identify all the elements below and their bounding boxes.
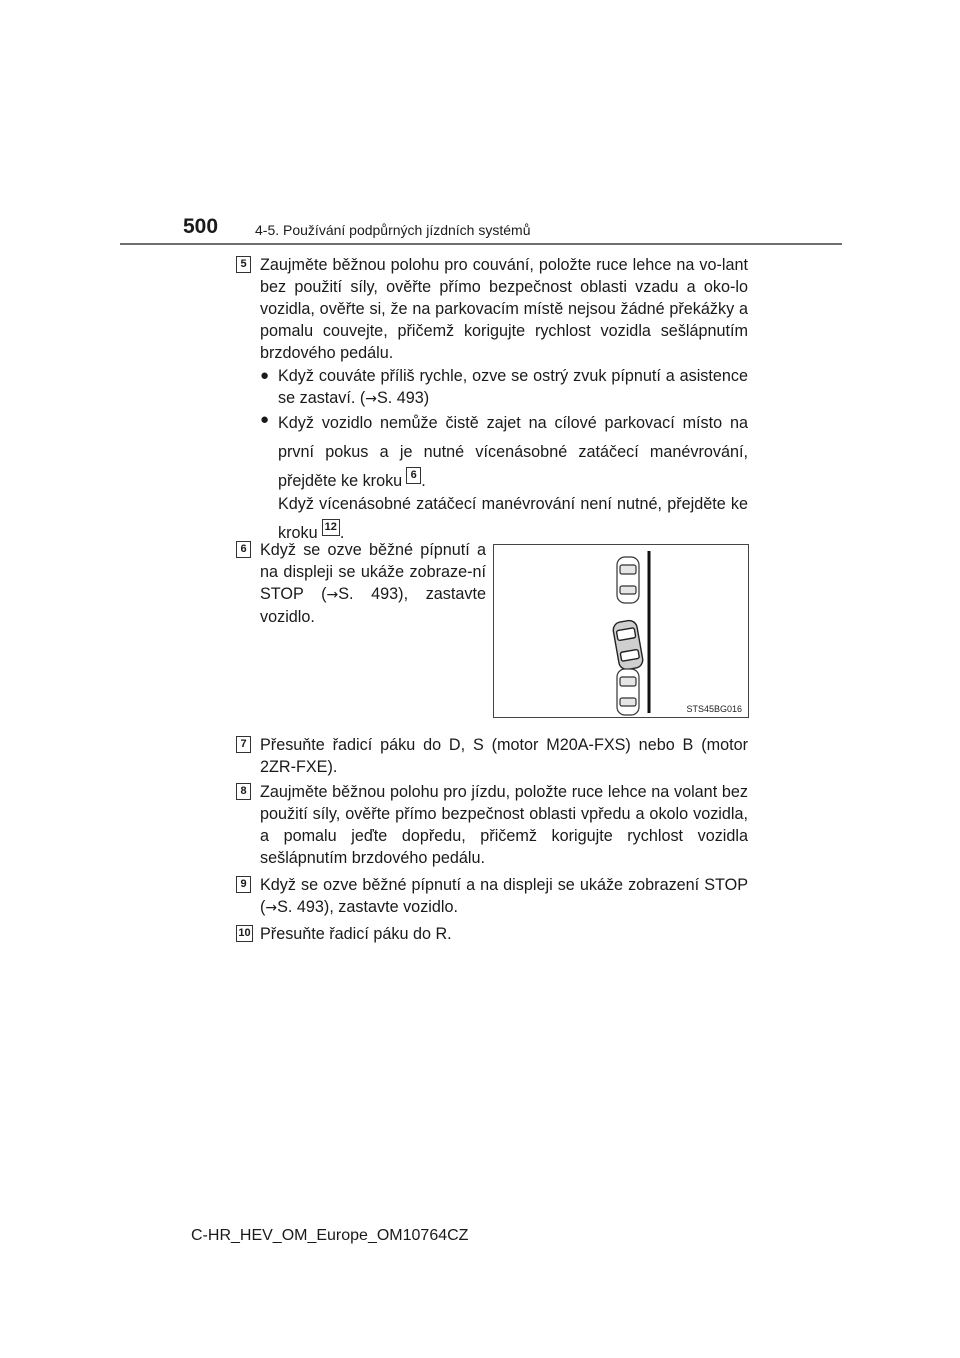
step-5-text: Zaujměte běžnou polohu pro couvání, položte ruce lehce na vo-lant bez použití síly, ověřte přímo bezpečnost oblasti vzadu a oko-lo vozidla, ověřte si, že na parkovacím místě nejsou žádné překážky a pomalu couvejte, přičemž korigujte rychlost vozidla sešlápnutím brzdového pedálu. <box>260 256 748 362</box>
figure-code: STS45BG016 <box>686 704 742 714</box>
bullet-icon: ● <box>260 367 270 384</box>
page-number: 500 <box>183 215 219 238</box>
step-badge-7: 7 <box>236 736 251 753</box>
step-badge-5: 5 <box>236 256 251 273</box>
bullet-icon: ● <box>260 411 270 428</box>
bullet-maneuver-text: Když vozidlo nemůže čistě zajet na cílové parkovací místo na první pokus a je nutné vícenásobné zatáčecí manévrování, přejděte ke kroku <box>278 414 748 490</box>
parked-car-front-icon <box>617 557 639 603</box>
step-10-text: Přesuňte řadicí páku do R. <box>260 925 452 943</box>
step-7-text: Přesuňte řadicí páku do D, S (motor M20A-FXS) nebo B (motor 2ZR-FXE). <box>260 736 748 776</box>
section-title: 4-5. Používání podpůrných jízdních systémů <box>255 222 531 238</box>
step-5-bullet-maneuver <box>260 409 748 548</box>
step-6-text <box>260 539 486 628</box>
step-5-bullet-speed <box>260 365 748 410</box>
period: . <box>339 524 345 542</box>
step-ref-badge-6: 6 <box>406 467 421 484</box>
document-id: C-HR_HEV_OM_Europe_OM10764CZ <box>191 1227 469 1244</box>
step-6-text-a: Když se ozve běžné pípnutí a na displeji se ukáže zobraze-ní STOP ( <box>260 541 486 603</box>
step-8-text: Zaujměte běžnou polohu pro jízdu, položte ruce lehce na volant bez použití síly, ověřte přímo bezpečnost oblasti vpředu a okolo vozidla, a pomalu jeďte dopředu, přičemž korigujte rychlost vozidla sešlápnutím brzdového pedálu. <box>260 783 748 867</box>
bullet-maneuver-alt-text: Když vícenásobné zatáčecí manévrování není nutné, přejděte ke kroku <box>278 495 748 542</box>
period: . <box>421 472 426 490</box>
step-9-text <box>260 874 748 919</box>
parked-car-rear-icon <box>617 669 639 715</box>
own-car-icon <box>612 619 644 670</box>
step-ref-badge-12: 12 <box>322 519 340 536</box>
step-9-text-a: Když se ozve běžné pípnutí a na displeji se ukáže zobrazení STOP ( <box>260 876 748 916</box>
step-6-text-b: S. 493), zastavte vozidlo. <box>260 585 486 626</box>
step-badge-9: 9 <box>236 876 251 893</box>
parking-diagram <box>494 545 748 717</box>
arrow-right-icon: → <box>265 900 278 916</box>
header-divider <box>120 243 842 245</box>
bullet-speed-ref: S. 493) <box>377 389 430 407</box>
arrow-right-icon: → <box>326 587 339 603</box>
parking-illustration <box>493 544 749 718</box>
arrow-right-icon: → <box>365 391 377 407</box>
step-9-text-b: S. 493), zastavte vozidlo. <box>277 898 458 916</box>
step-badge-8: 8 <box>236 783 251 800</box>
step-badge-10: 10 <box>236 925 253 942</box>
bullet-speed-text: Když couváte příliš rychle, ozve se ostrý zvuk pípnutí a asistence se zastaví. ( <box>278 367 748 407</box>
step-badge-6: 6 <box>236 541 251 558</box>
